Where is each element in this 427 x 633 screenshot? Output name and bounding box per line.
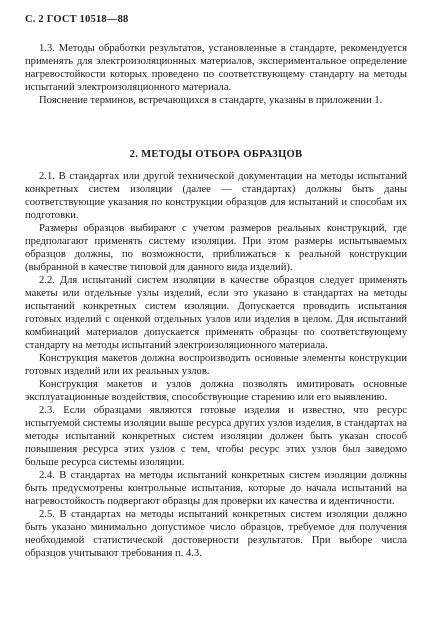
section-2-body: [25, 170, 407, 560]
paragraph-2-5: 2.5. В стандартах на методы испытаний конкретных систем изоляции должно быть указано минимально допустимое число образцов, требуемое для получения необходимой статистической достоверности результатов. При выборе числа образцов учитывают требования п. 4.3.: [25, 509, 407, 559]
intro-block: [25, 42, 407, 107]
paragraph-2-4: 2.4. В стандартах на методы испытаний конкретных систем изоляции должны быть предусмотрены контрольные испытания, которые до начала испытаний на нагревостойкость подвергают образцы для проверки их качества и идентичности.: [25, 470, 407, 507]
paragraph-2-1: 2.1. В стандартах или другой технической документации на методы испытаний конкретных систем изоляции (далее — стандартах) должны быть даны соответствующие указания по конструкции образцов для испытаний и способам их подготовки.: [25, 171, 407, 221]
page-header: С. 2 ГОСТ 10518—88: [25, 14, 129, 25]
section-title: 2. МЕТОДЫ ОТБОРА ОБРАЗЦОВ: [129, 149, 303, 160]
paragraph-construction: Конструкция макетов должна воспроизводить основные элементы конструкции готовых изделий или их реальных узлов.: [25, 353, 407, 377]
paragraph-2-2: 2.2. Для испытаний систем изоляции в качестве образцов следует применять макеты или отдельные узлы изделий, если это указано в стандартах на методы испытаний конкретных систем изоляции. Допускается проводить испытания готовых изделий с оценкой отдельных узлов или изделия в целом. Для испытаний комбинаций материалов допускается применять образцы по соответствующему стандарту на методы испытаний электроизоляционного материала.: [25, 275, 407, 351]
paragraph-terms-note: Пояснение терминов, встречающихся в стандарте, указаны в приложении 1.: [39, 95, 383, 106]
paragraph-2-3: 2.3. Если образцами являются готовые изделия и известно, что ресурс испытуемой системы изоляции выше ресурса других узлов изделия, в стандартах на методы испытаний конкретных систем изоляции должен быть указан способ повышения ресурса этих узлов с тем, чтобы ресурс этих узлов был заведомо больше ресурса системы изоляции.: [25, 405, 407, 468]
paragraph-1-3: 1.3. Методы обработки результатов, установленные в стандарте, рекомендуется применять для электроизоляционных материалов, экспериментальное определение нагревостойкости которых проведено по соответствующему стандарту на методы испытаний электроизоляционного материала.: [25, 43, 407, 93]
paragraph-imitation: Конструкция макетов и узлов должна позволять имитировать основные эксплуатационные воздействия, способствующие старению или его выявлению.: [25, 379, 407, 403]
paragraph-sizes: Размеры образцов выбирают с учетом размеров реальных конструкций, где предполагают применять систему изоляции. При этом размеры испытываемых образцов должны, по возможности, приближаться к реальной конструкции (выбранной в качестве типовой для данного вида изделий).: [25, 223, 407, 273]
